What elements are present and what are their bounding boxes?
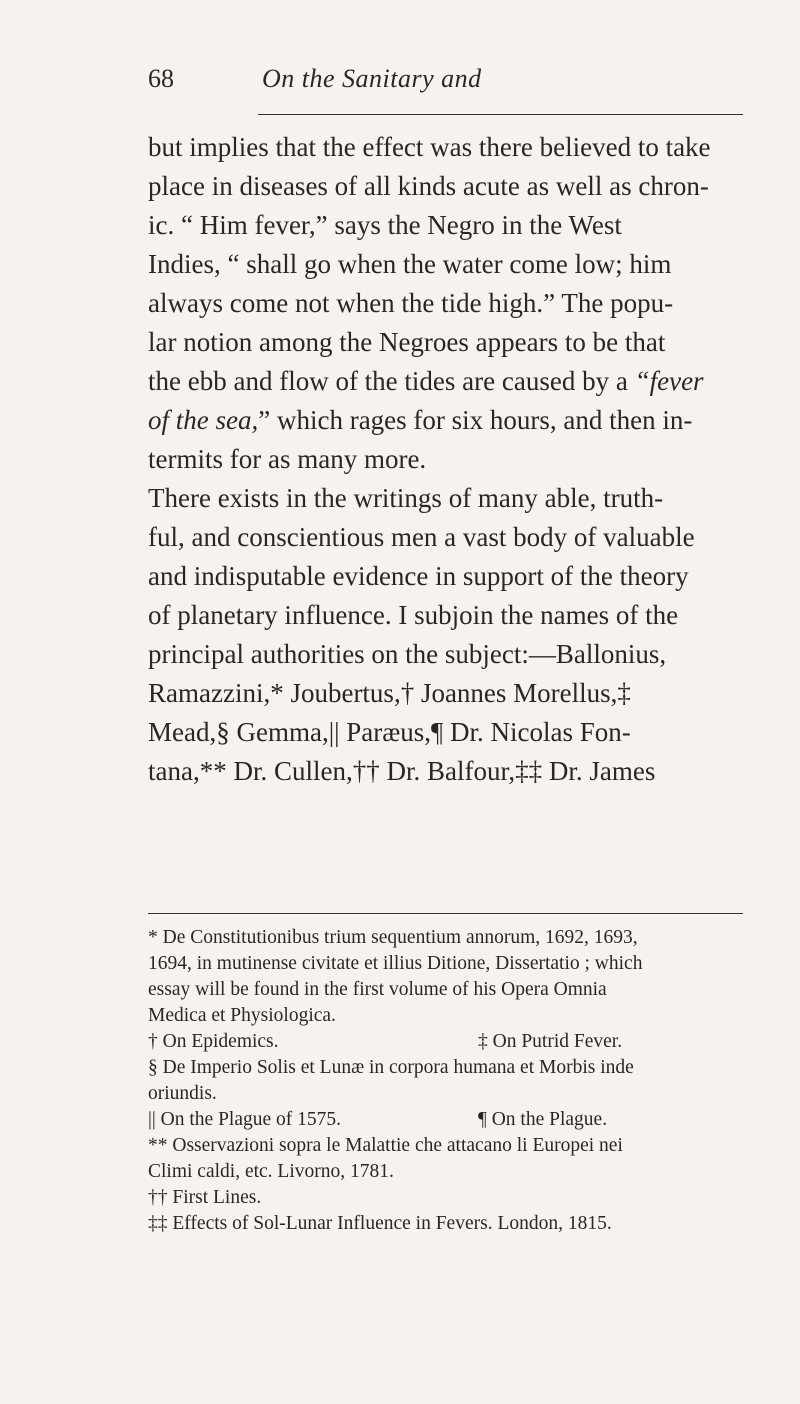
- footnote-line: Medica et Physiologica.: [148, 1005, 336, 1026]
- text-line: and indisputable evidence in support of the theory: [148, 561, 689, 591]
- text-fragment: the ebb and flow of the tides are caused by a: [148, 366, 635, 396]
- footnote-line: § De Imperio Solis et Lunæ in corpora humana et Morbis inde: [148, 1057, 634, 1078]
- running-title: On the Sanitary and: [262, 64, 482, 93]
- body-text: [148, 128, 768, 791]
- page-number: 68: [148, 64, 174, 93]
- text-line: [148, 401, 768, 440]
- footnote-line: 1694, in mutinense civitate et illius Ditione, Dissertatio ; which: [148, 953, 643, 974]
- footnote-pair: [148, 1029, 773, 1055]
- footnote-line: Climi caldi, etc. Livorno, 1781.: [148, 1161, 394, 1182]
- footnote-line: ** Osservazioni sopra le Malattie che attacano li Europei nei: [148, 1135, 623, 1156]
- footnote-line: ‡‡ Effects of Sol-Lunar Influence in Fevers. London, 1815.: [148, 1213, 612, 1234]
- text-line: of planetary influence. I subjoin the names of the: [148, 600, 679, 630]
- italic-phrase-start: “fever: [634, 366, 704, 396]
- text-line: lar notion among the Negroes appears to be that: [148, 327, 666, 357]
- text-line: ic. “ Him fever,” says the Negro in the West: [148, 210, 622, 240]
- footnote-rule: [148, 913, 743, 914]
- text-line: principal authorities on the subject:—Ballonius,: [148, 639, 667, 669]
- text-line: place in diseases of all kinds acute as well as chron-: [148, 171, 709, 201]
- footnote-line: †† First Lines.: [148, 1187, 262, 1208]
- text-line: ful, and conscientious men a vast body of valuable: [148, 522, 695, 552]
- footnotes: [148, 925, 773, 1237]
- text-line: Ramazzini,* Joubertus,† Joannes Morellus,‡: [148, 678, 631, 708]
- text-line: There exists in the writings of many able, truth-: [148, 483, 664, 513]
- footnote-plague-1575: || On the Plague of 1575.: [148, 1109, 342, 1130]
- text-line: tana,** Dr. Cullen,†† Dr. Balfour,‡‡ Dr. James: [148, 756, 656, 786]
- footnote-line: * De Constitutionibus trium sequentium annorum, 1692, 1693,: [148, 927, 638, 948]
- text-line: Indies, “ shall go when the water come low; him: [148, 249, 672, 279]
- text-line: but implies that the effect was there believed to take: [148, 132, 711, 162]
- italic-phrase: of the sea,: [148, 405, 259, 435]
- footnote-line: oriundis.: [148, 1083, 217, 1104]
- running-head: [148, 64, 743, 104]
- footnote-putrid-fever: ‡ On Putrid Fever.: [478, 1031, 623, 1052]
- footnote-epidemics: † On Epidemics.: [148, 1031, 279, 1052]
- text-line: [148, 362, 768, 401]
- text-line: always come not when the tide high.” The popu-: [148, 288, 674, 318]
- footnote-line: essay will be found in the first volume of his Opera Omnia: [148, 979, 607, 1000]
- text-line: Mead,§ Gemma,|| Paræus,¶ Dr. Nicolas Fon-: [148, 717, 631, 747]
- text-fragment: ” which rages for six hours, and then in-: [258, 405, 693, 435]
- footnote-plague: ¶ On the Plague.: [478, 1109, 608, 1130]
- header-rule: [258, 114, 743, 115]
- footnote-pair: [148, 1107, 773, 1133]
- text-line: termits for as many more.: [148, 444, 427, 474]
